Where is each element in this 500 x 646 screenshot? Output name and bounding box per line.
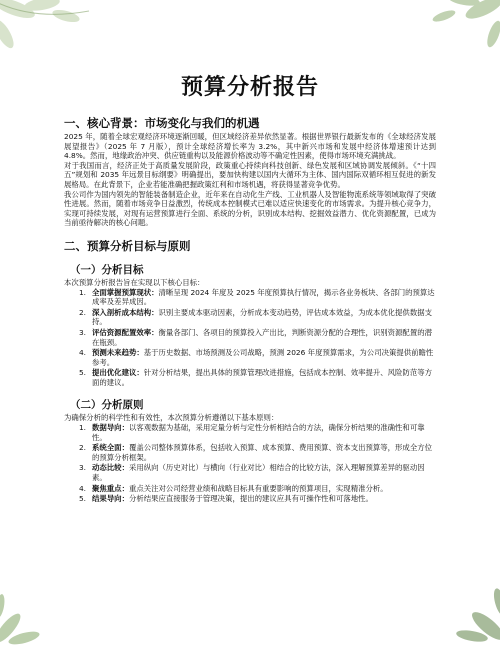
list-number: 3. (78, 463, 86, 473)
list-item (64, 463, 436, 482)
list-item (64, 348, 436, 367)
subsection-goals-heading: （一）分析目标 (70, 263, 144, 276)
list-number: 2. (78, 307, 86, 317)
list-item-text: 分析结果应直接服务于管理决策，提出的建议应具有可操作性和可落地性。 (128, 494, 373, 504)
list-item-label: 预测未来趋势： (92, 348, 144, 358)
section2-heading: 二、预算分析目标与原则 (64, 238, 191, 253)
goals-list (64, 288, 436, 388)
leaf-decoration-top-right (394, 0, 500, 74)
list-item (64, 494, 436, 504)
list-item-label: 数据导向： (92, 423, 129, 433)
list-number: 2. (78, 443, 86, 453)
list-item (64, 308, 436, 327)
list-number: 4. (78, 483, 86, 493)
list-number: 3. (78, 327, 86, 337)
list-number: 5. (78, 368, 86, 378)
section1-paragraph: 2025 年，随着全球宏观经济环境逐渐回暖，但区域经济差异依然显著。根据世界银行最新发布的《全球经济发展展望报告》（2025 年 7 月版），预计全球经济增长率为 3.2%，其中新兴市场和发展中经济体增速预计达到 4.8%。然而，地缘政治冲突、供应链重构以及能源价格波动等不确定性因素，使得市场环境充满挑战。 (64, 132, 436, 161)
list-item-label: 提出优化建议： (92, 368, 144, 378)
subsection-principles-intro: 为确保分析的科学性和有效性，本次预算分析遵循以下基本原则： (64, 413, 279, 423)
section1-heading: 一、核心背景：市场变化与我们的机遇 (64, 116, 260, 130)
document-content (64, 70, 436, 505)
list-item-text: 基于历史数据、市场预测及公司战略，预测 2026 年度预算需求，为公司决策提供前瞻性参考。 (92, 348, 434, 367)
list-item-text: 以客观数据为基础，采用定量分析与定性分析相结合的方法，确保分析结果的准确性和可靠性。 (92, 423, 425, 442)
list-item (64, 484, 436, 494)
list-item-label: 评估资源配置效率： (92, 327, 159, 337)
list-item-label: 动态比较： (92, 463, 129, 473)
section1-paragraph: 我公司作为国内领先的智能装备制造企业，近年来在自动化生产线、工业机器人及智能物流系统等领域取得了突破性进展。然而，随着市场竞争日益激烈，传统成本控制模式已难以适应快速变化的市场需求。为提升核心竞争力，实现可持续发展，对现有运营预算进行全面、系统的分析，识别成本结构、挖掘效益潜力、优化资源配置，已成为当前亟待解决的核心问题。 (64, 189, 436, 228)
list-item-label: 全面掌握预算现状： (92, 287, 159, 297)
principles-list (64, 423, 436, 504)
subsection-principles-heading: （二）分析原则 (70, 399, 144, 412)
leaf-decoration-top-left (0, 0, 114, 66)
list-item-text: 针对分析结果，提出具体的预算管理改进措施，包括成本控制、效率提升、风险防范等方面的建议。 (92, 368, 432, 387)
list-item-label: 聚焦重点： (92, 483, 129, 493)
list-item (64, 368, 436, 387)
list-item (64, 443, 436, 462)
list-number: 1. (78, 423, 86, 433)
list-item (64, 423, 436, 442)
list-item-text: 采用纵向（历史对比）与横向（行业对比）相结合的比较方法，深入理解预算差异的驱动因素。 (92, 463, 425, 483)
list-item-text: 清晰呈现 2024 年度及 2025 年度预算执行情况，揭示各业务板块、各部门的预算达成率及差异成因。 (92, 287, 435, 307)
list-number: 5. (78, 494, 86, 504)
section1-paragraph: 对于我国而言，经济正处于高质量发展阶段，政策重心持续向科技创新、绿色发展和区域协调发展倾斜。《“十四五”规划和 2035 年远景目标纲要》明确提出，要加快构建以国内大循环为主体、国内国际双循环相互促进的新发展格局。在此背景下，企业若能准确把握政策红利和市场机遇，将获得显著竞争优势。 (64, 160, 436, 189)
list-item-label: 深入剖析成本结构： (92, 307, 159, 317)
page-title: 预算分析报告 (180, 75, 319, 100)
list-item-label: 系统全面： (92, 443, 129, 453)
leaf-decoration-bottom-left (0, 576, 74, 646)
leaf-decoration-bottom-right (416, 566, 500, 646)
list-item-text: 衡量各部门、各项目的预算投入产出比，判断资源分配的合理性，识别资源配置的潜在瓶颈。 (92, 327, 432, 347)
list-item-label: 结果导向： (92, 494, 129, 504)
list-item-text: 识别主要成本驱动因素，分析成本变动趋势，评估成本效益，为成本优化提供数据支持。 (92, 307, 432, 327)
subsection-goals-intro: 本次预算分析报告旨在实现以下核心目标： (64, 277, 205, 287)
list-item (64, 288, 436, 307)
list-number: 1. (78, 287, 86, 297)
list-number: 4. (78, 348, 86, 358)
list-item (64, 328, 436, 347)
list-item-text: 重点关注对公司经营业绩和战略目标具有重要影响的预算项目，实现精准分析。 (128, 483, 388, 493)
list-item-text: 覆盖公司整体预算体系，包括收入预算、成本预算、费用预算、资本支出预算等，形成全方位的预算分析框架。 (92, 443, 432, 462)
